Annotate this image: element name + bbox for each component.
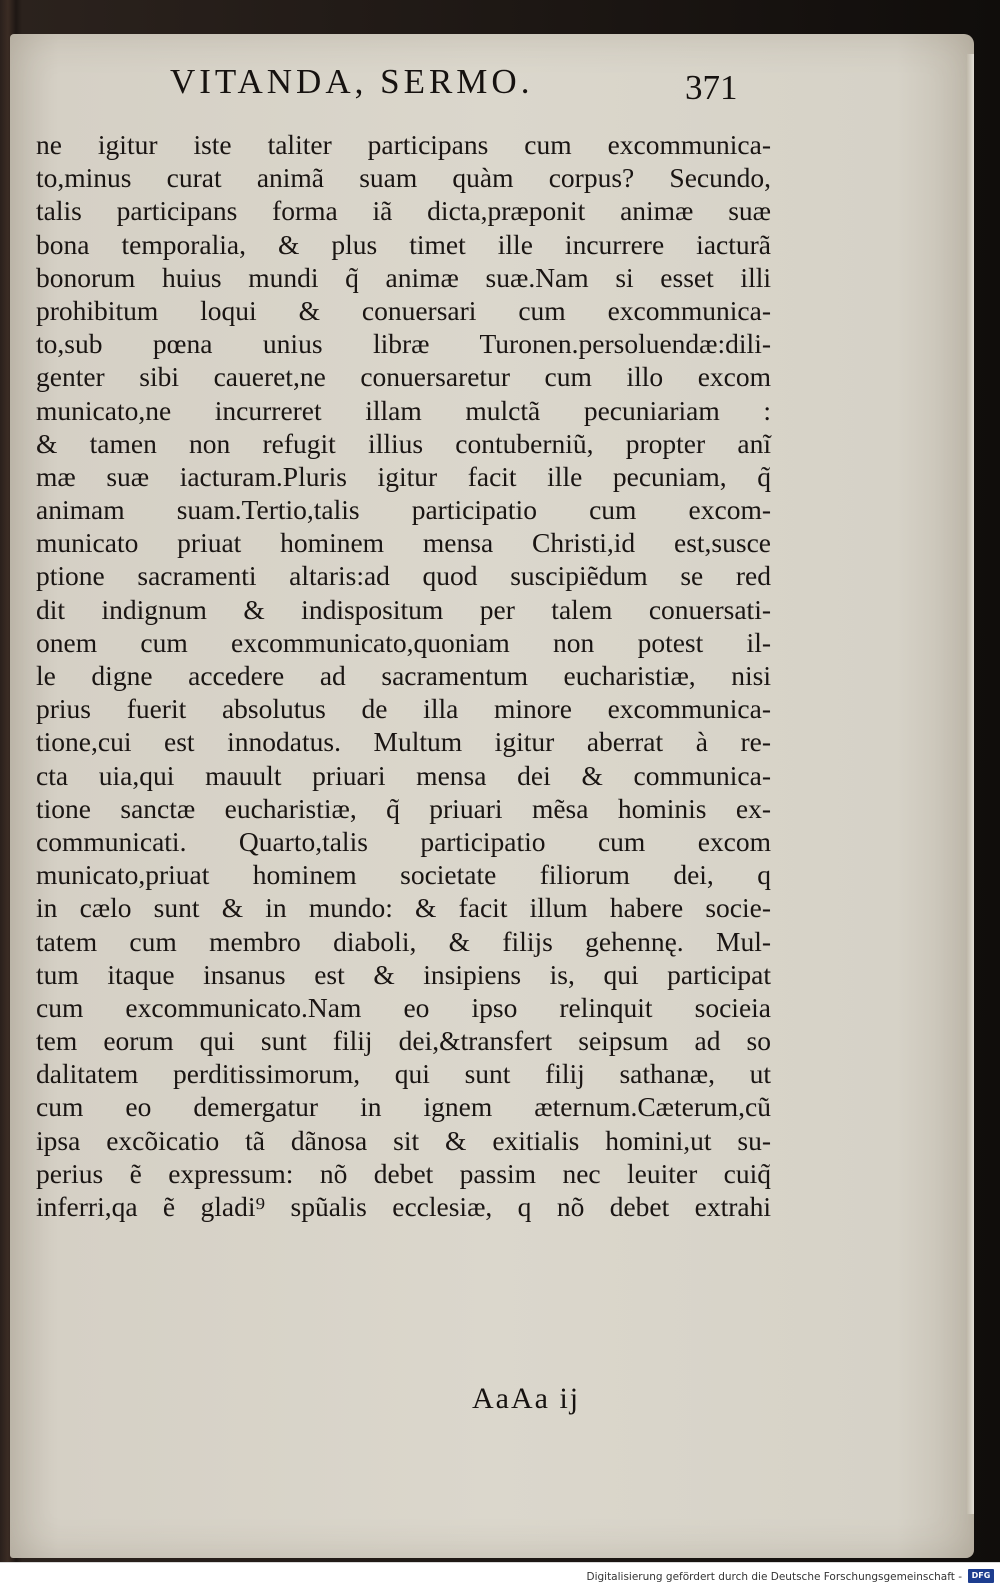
text-line: animam suam.Tertio,talis participatio cum excom-	[36, 494, 771, 526]
text-line: ipsa excõicatio tã dãnosa sit & exitialis homini,ut su-	[36, 1124, 771, 1156]
text-line: communicati. Quarto,talis participatio cum excom	[36, 825, 771, 857]
text-line: municato,priuat hominem societate filiorum dei, q	[36, 859, 771, 891]
text-line: cta uia,qui mauult priuari mensa dei & communica-	[36, 759, 771, 791]
page-number: 371	[685, 68, 738, 107]
text-line: prius fuerit absolutus de illa minore excommunica-	[36, 693, 771, 725]
signature-mark: AaAa ij	[472, 1382, 581, 1415]
text-line: ne igitur iste taliter participans cum excommunica-	[36, 129, 771, 160]
text-line: ptione sacramenti altaris:ad quod suscipiẽdum se red	[36, 560, 771, 592]
body-text	[36, 128, 771, 1223]
text-line: le digne accedere ad sacramentum eucharistiæ, nisi	[36, 660, 771, 691]
text-line: cum eo demergatur in ignem æternum.Cæterum,cũ	[36, 1091, 771, 1123]
text-line: to,sub pœna unius libræ Turonen.persoluendæ:dili-	[36, 328, 771, 360]
digitization-footer	[0, 1562, 1000, 1594]
text-line: genter sibi caueret,ne conuersaretur cum illo excom	[36, 361, 771, 393]
text-line: tum itaque insanus est & insipiens is, qui participat	[36, 958, 771, 990]
running-head: VITANDA, SERMO.	[170, 62, 534, 101]
text-line: tem eorum qui sunt filij dei,&transfert seipsum ad so	[36, 1025, 771, 1057]
text-line: bonorum huius mundi q̃ animæ suæ.Nam si esset illi	[36, 261, 771, 293]
text-line: prohibitum loqui & conuersari cum excommunica-	[36, 294, 771, 326]
text-line: tatem cum membro diaboli, & filijs gehennę. Mul-	[36, 925, 771, 957]
text-line: tione sanctæ eucharistiæ, q̃ priuari mẽsa hominis ex-	[36, 792, 771, 824]
text-line: to,minus curat animã suam quàm corpus? Secundo,	[36, 162, 771, 194]
text-line: inferri,qa ẽ gladi⁹ spũalis ecclesiæ, q nõ debet extrahi	[36, 1191, 771, 1222]
text-line: in cælo sunt & in mundo: & facit illum habere socie-	[36, 892, 771, 924]
text-line: talis participans forma iã dicta,præponit animæ suæ	[36, 195, 771, 227]
text-line: bona temporalia, & plus timet ille incurrere iacturã	[36, 228, 771, 260]
text-line: & tamen non refugit illius contuberniũ, propter anĩ	[36, 427, 771, 459]
text-line: mæ suæ iacturam.Pluris igitur facit ille pecuniam, q̃	[36, 460, 771, 492]
text-line: municato priuat hominem mensa Christi,id est,susce	[36, 527, 771, 559]
text-line: dalitatem perditissimorum, qui sunt filij sathanæ, ut	[36, 1058, 771, 1090]
text-line: dit indignum & indispositum per talem conuersati-	[36, 593, 771, 625]
dfg-logo: DFG	[968, 1569, 994, 1583]
page-edge	[967, 54, 974, 1514]
text-line: tione,cui est innodatus. Multum igitur aberrat à re-	[36, 726, 771, 758]
text-line: onem cum excommunicato,quoniam non potest il-	[36, 626, 771, 658]
text-line: cum excommunicato.Nam eo ipso relinquit socieia	[36, 991, 771, 1023]
footer-credit: Digitalisierung gefördert durch die Deutsche Forschungsgemeinschaft -	[586, 1571, 962, 1583]
text-line: perius ẽ expressum: nõ debet passim nec leuiter cuiq̃	[36, 1157, 771, 1189]
text-line: municato,ne incurreret illam mulctã pecuniariam :	[36, 394, 771, 426]
